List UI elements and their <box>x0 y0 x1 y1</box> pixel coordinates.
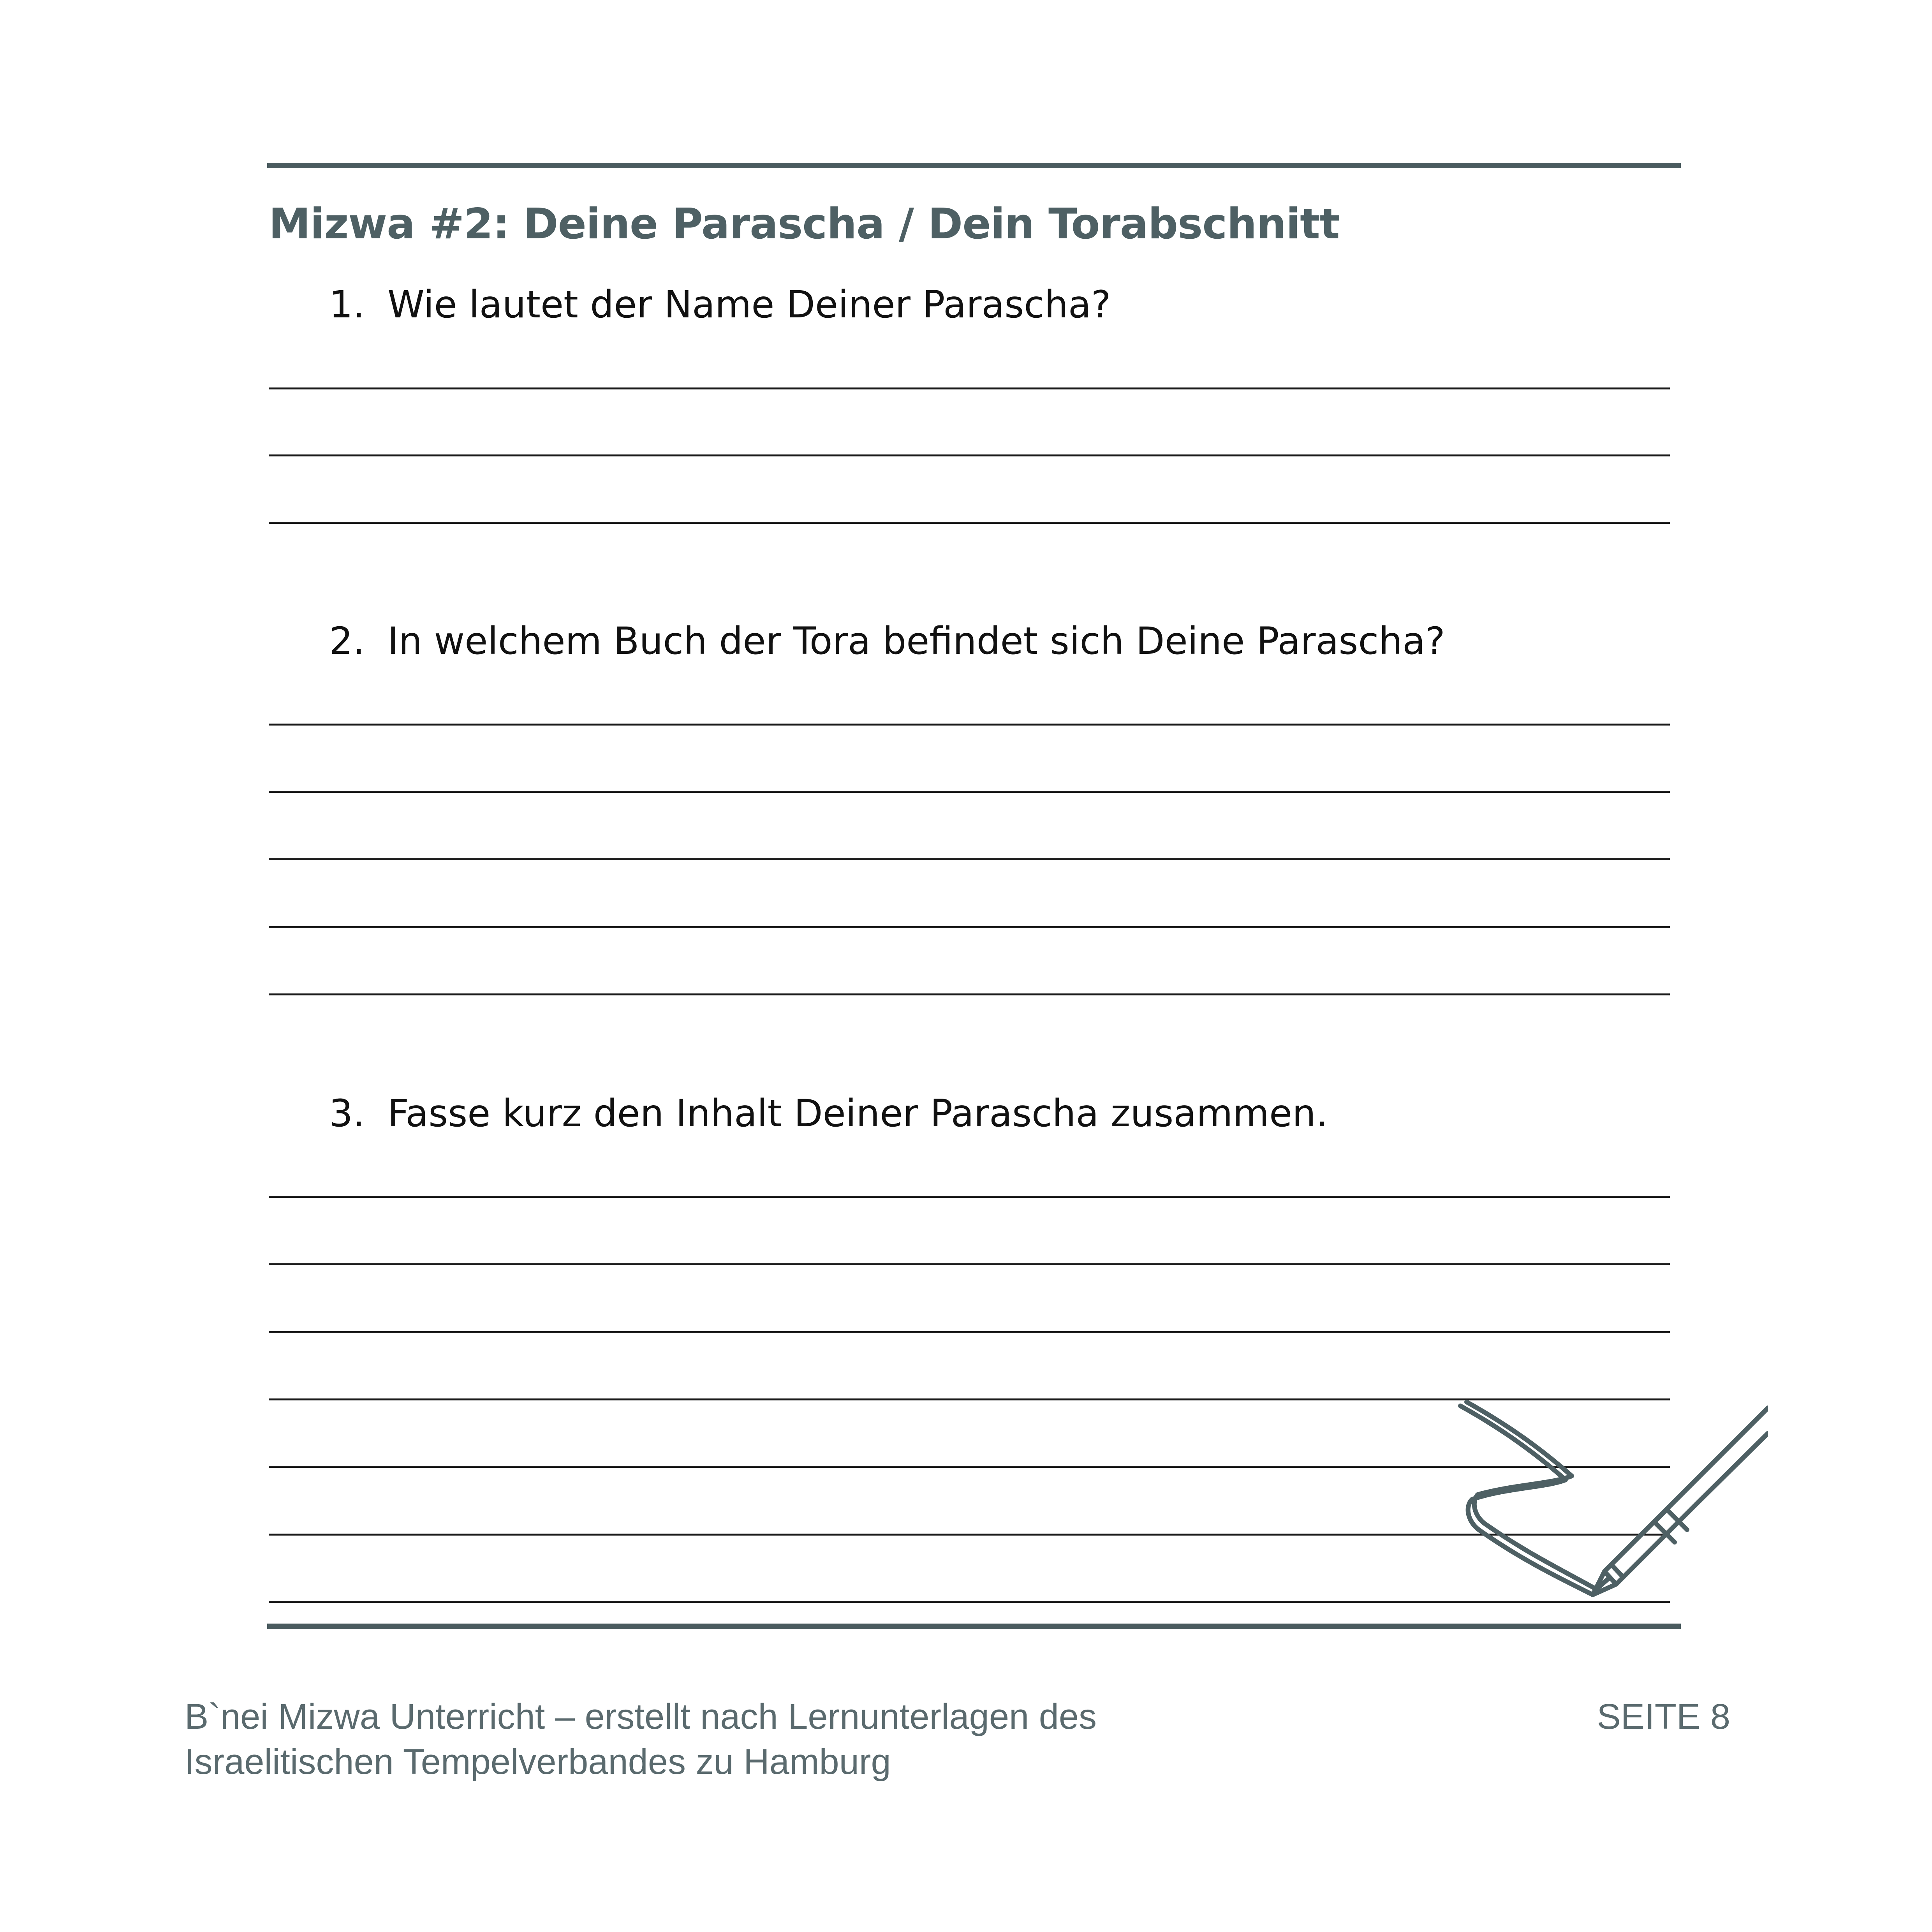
question-number: 1. <box>329 283 365 326</box>
question-2 <box>329 619 1445 663</box>
bottom-divider <box>267 1624 1681 1629</box>
footer-line-1: B`nei Mizwa Unterricht – erstellt nach Lernunterlagen des <box>185 1697 1097 1737</box>
question-1 <box>329 283 1111 326</box>
top-divider <box>267 163 1681 168</box>
question-text: Fasse kurz den Inhalt Deiner Parascha zusammen. <box>387 1092 1328 1135</box>
answer-line[interactable] <box>269 387 1670 389</box>
footer-line-2: Israelitischen Tempelverbandes zu Hamburg <box>185 1742 891 1782</box>
answer-line[interactable] <box>269 724 1670 726</box>
answer-line[interactable] <box>269 522 1670 524</box>
question-3 <box>329 1092 1328 1135</box>
answer-line[interactable] <box>269 1331 1670 1333</box>
answer-line[interactable] <box>269 1196 1670 1198</box>
pen-writing-icon <box>1449 1371 1768 1608</box>
answer-line[interactable] <box>269 858 1670 860</box>
page-title: Mizwa #2: Deine Parascha / Dein Torabschnitt <box>269 200 1340 248</box>
answer-line[interactable] <box>269 926 1670 928</box>
answer-line[interactable] <box>269 1263 1670 1265</box>
footer-credit <box>185 1694 1097 1784</box>
answer-line[interactable] <box>269 791 1670 793</box>
question-number: 2. <box>329 619 365 663</box>
question-text: In welchem Buch der Tora befindet sich Deine Parascha? <box>387 619 1445 663</box>
question-number: 3. <box>329 1092 365 1135</box>
question-text: Wie lautet der Name Deiner Parascha? <box>387 283 1111 326</box>
page-number: SEITE 8 <box>1597 1697 1730 1737</box>
answer-line[interactable] <box>269 454 1670 456</box>
answer-line[interactable] <box>269 993 1670 995</box>
